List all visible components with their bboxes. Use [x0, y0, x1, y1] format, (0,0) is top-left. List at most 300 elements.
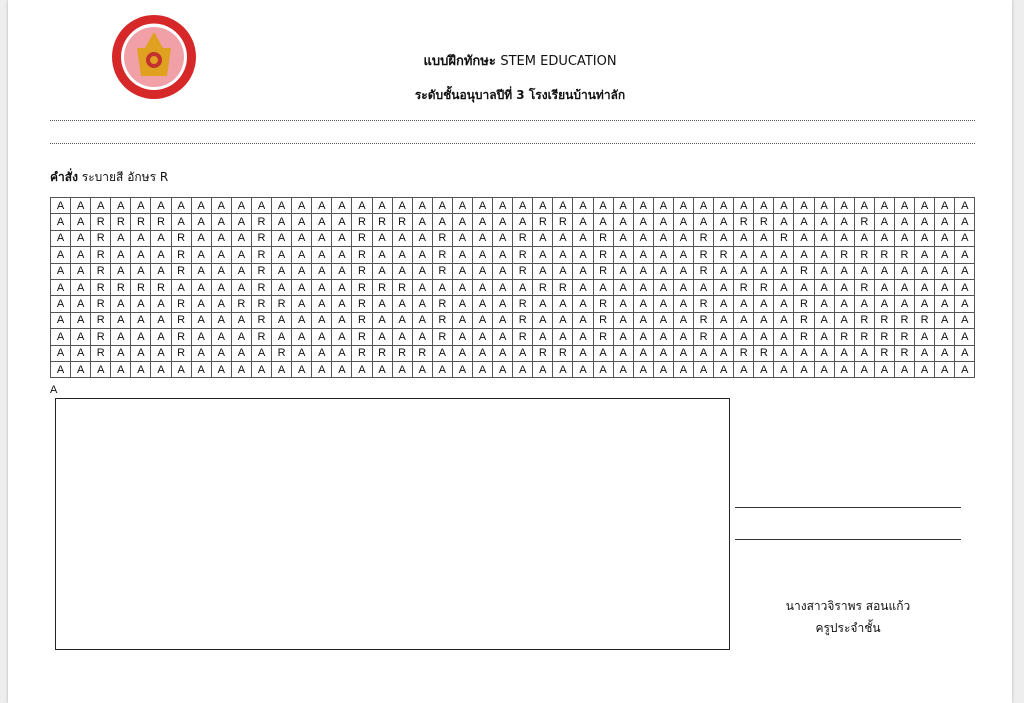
grid-cell[interactable]: A [955, 329, 975, 345]
grid-cell[interactable]: R [694, 230, 714, 246]
grid-cell[interactable]: A [292, 214, 312, 230]
grid-cell[interactable]: R [352, 279, 372, 295]
grid-cell[interactable]: A [935, 230, 955, 246]
grid-cell[interactable]: A [935, 296, 955, 312]
grid-cell[interactable]: A [613, 263, 633, 279]
grid-cell[interactable]: A [312, 214, 332, 230]
grid-cell[interactable]: A [272, 263, 292, 279]
grid-cell[interactable]: A [452, 247, 472, 263]
grid-cell[interactable]: R [432, 230, 452, 246]
grid-cell[interactable]: A [673, 312, 693, 328]
grid-cell[interactable]: A [633, 198, 653, 214]
grid-cell[interactable]: R [251, 329, 271, 345]
grid-cell[interactable]: R [593, 230, 613, 246]
grid-cell[interactable]: A [774, 247, 794, 263]
grid-cell[interactable]: A [292, 198, 312, 214]
grid-cell[interactable]: A [814, 198, 834, 214]
grid-cell[interactable]: A [392, 296, 412, 312]
grid-cell[interactable]: R [513, 312, 533, 328]
grid-cell[interactable]: A [613, 214, 633, 230]
grid-cell[interactable]: A [151, 361, 171, 377]
grid-cell[interactable]: A [312, 312, 332, 328]
grid-cell[interactable]: R [432, 312, 452, 328]
grid-cell[interactable]: A [533, 296, 553, 312]
grid-cell[interactable]: A [51, 263, 71, 279]
grid-cell[interactable]: R [111, 214, 131, 230]
grid-cell[interactable]: A [935, 361, 955, 377]
grid-cell[interactable]: R [251, 247, 271, 263]
grid-cell[interactable]: A [452, 312, 472, 328]
grid-cell[interactable]: A [573, 198, 593, 214]
grid-cell[interactable]: A [191, 296, 211, 312]
grid-cell[interactable]: A [673, 198, 693, 214]
grid-cell[interactable]: A [111, 198, 131, 214]
grid-cell[interactable]: A [915, 230, 935, 246]
grid-cell[interactable]: A [472, 329, 492, 345]
grid-cell[interactable]: A [191, 214, 211, 230]
grid-cell[interactable]: A [874, 230, 894, 246]
grid-cell[interactable]: R [874, 345, 894, 361]
grid-cell[interactable]: R [352, 214, 372, 230]
grid-cell[interactable]: A [171, 361, 191, 377]
grid-cell[interactable]: A [412, 312, 432, 328]
grid-cell[interactable]: A [613, 198, 633, 214]
grid-cell[interactable]: R [251, 296, 271, 312]
grid-cell[interactable]: A [553, 198, 573, 214]
grid-cell[interactable]: A [834, 345, 854, 361]
grid-cell[interactable]: A [955, 296, 975, 312]
grid-cell[interactable]: R [513, 296, 533, 312]
grid-cell[interactable]: R [553, 279, 573, 295]
grid-cell[interactable]: R [171, 230, 191, 246]
grid-cell[interactable]: A [573, 279, 593, 295]
grid-cell[interactable]: A [935, 263, 955, 279]
grid-cell[interactable]: A [472, 312, 492, 328]
grid-cell[interactable]: A [854, 361, 874, 377]
grid-cell[interactable]: A [653, 296, 673, 312]
grid-cell[interactable]: A [633, 329, 653, 345]
grid-cell[interactable]: A [251, 198, 271, 214]
grid-cell[interactable]: A [553, 263, 573, 279]
grid-cell[interactable]: A [694, 279, 714, 295]
grid-cell[interactable]: A [211, 279, 231, 295]
grid-cell[interactable]: A [834, 230, 854, 246]
grid-cell[interactable]: A [332, 263, 352, 279]
grid-cell[interactable]: A [51, 361, 71, 377]
grid-cell[interactable]: R [352, 345, 372, 361]
grid-cell[interactable]: A [231, 345, 251, 361]
grid-cell[interactable]: A [613, 312, 633, 328]
grid-cell[interactable]: A [231, 263, 251, 279]
grid-cell[interactable]: A [51, 312, 71, 328]
grid-cell[interactable]: A [673, 263, 693, 279]
grid-cell[interactable]: A [754, 198, 774, 214]
grid-cell[interactable]: A [874, 361, 894, 377]
grid-cell[interactable]: A [573, 247, 593, 263]
grid-cell[interactable]: R [714, 247, 734, 263]
grid-cell[interactable]: R [915, 312, 935, 328]
grid-cell[interactable]: R [874, 329, 894, 345]
grid-cell[interactable]: A [71, 361, 91, 377]
grid-cell[interactable]: A [613, 361, 633, 377]
grid-cell[interactable]: A [754, 296, 774, 312]
grid-cell[interactable]: A [894, 198, 914, 214]
grid-cell[interactable]: A [573, 263, 593, 279]
grid-cell[interactable]: A [272, 361, 292, 377]
grid-cell[interactable]: A [814, 230, 834, 246]
grid-cell[interactable]: R [593, 263, 613, 279]
grid-cell[interactable]: A [593, 214, 613, 230]
grid-cell[interactable]: A [774, 214, 794, 230]
grid-cell[interactable]: A [894, 230, 914, 246]
grid-cell[interactable]: A [191, 345, 211, 361]
grid-cell[interactable]: R [694, 296, 714, 312]
grid-cell[interactable]: A [593, 361, 613, 377]
grid-cell[interactable]: A [714, 329, 734, 345]
grid-cell[interactable]: A [312, 345, 332, 361]
grid-cell[interactable]: A [834, 198, 854, 214]
grid-cell[interactable]: R [734, 345, 754, 361]
grid-cell[interactable]: A [472, 345, 492, 361]
grid-cell[interactable]: R [251, 312, 271, 328]
grid-cell[interactable]: A [352, 198, 372, 214]
grid-cell[interactable]: R [834, 329, 854, 345]
grid-cell[interactable]: A [191, 279, 211, 295]
grid-cell[interactable]: R [854, 329, 874, 345]
grid-cell[interactable]: A [191, 329, 211, 345]
grid-cell[interactable]: A [111, 329, 131, 345]
grid-cell[interactable]: A [272, 230, 292, 246]
grid-cell[interactable]: A [633, 361, 653, 377]
grid-cell[interactable]: A [714, 361, 734, 377]
grid-cell[interactable]: R [432, 263, 452, 279]
grid-cell[interactable]: A [151, 198, 171, 214]
grid-cell[interactable]: A [533, 361, 553, 377]
grid-cell[interactable]: A [734, 263, 754, 279]
grid-cell[interactable]: A [714, 263, 734, 279]
grid-cell[interactable]: A [472, 247, 492, 263]
grid-cell[interactable]: R [533, 214, 553, 230]
grid-cell[interactable]: A [131, 329, 151, 345]
grid-cell[interactable]: A [734, 247, 754, 263]
grid-cell[interactable]: A [111, 345, 131, 361]
grid-cell[interactable]: A [794, 279, 814, 295]
grid-cell[interactable]: A [694, 214, 714, 230]
grid-cell[interactable]: A [874, 263, 894, 279]
grid-cell[interactable]: A [573, 230, 593, 246]
grid-cell[interactable]: R [251, 230, 271, 246]
grid-cell[interactable]: A [111, 247, 131, 263]
grid-cell[interactable]: A [653, 312, 673, 328]
grid-cell[interactable]: A [71, 214, 91, 230]
grid-cell[interactable]: A [533, 198, 553, 214]
grid-cell[interactable]: A [553, 361, 573, 377]
grid-cell[interactable]: A [794, 198, 814, 214]
grid-cell[interactable]: A [633, 263, 653, 279]
grid-cell[interactable]: R [794, 296, 814, 312]
grid-cell[interactable]: A [533, 230, 553, 246]
grid-cell[interactable]: A [231, 214, 251, 230]
grid-cell[interactable]: A [71, 263, 91, 279]
grid-cell[interactable]: R [553, 345, 573, 361]
grid-cell[interactable]: A [734, 312, 754, 328]
grid-cell[interactable]: R [151, 279, 171, 295]
grid-cell[interactable]: A [231, 230, 251, 246]
grid-cell[interactable]: A [131, 198, 151, 214]
grid-cell[interactable]: A [653, 230, 673, 246]
grid-cell[interactable]: R [754, 279, 774, 295]
grid-cell[interactable]: A [834, 214, 854, 230]
grid-cell[interactable]: A [392, 361, 412, 377]
grid-cell[interactable]: A [513, 361, 533, 377]
grid-cell[interactable]: A [432, 361, 452, 377]
grid-cell[interactable]: A [131, 247, 151, 263]
grid-cell[interactable]: A [915, 329, 935, 345]
grid-cell[interactable]: R [171, 312, 191, 328]
grid-cell[interactable]: A [955, 198, 975, 214]
grid-cell[interactable]: A [211, 263, 231, 279]
grid-cell[interactable]: A [111, 263, 131, 279]
grid-cell[interactable]: R [352, 230, 372, 246]
grid-cell[interactable]: R [171, 329, 191, 345]
grid-cell[interactable]: A [452, 263, 472, 279]
grid-cell[interactable]: A [633, 296, 653, 312]
grid-cell[interactable]: A [653, 263, 673, 279]
grid-cell[interactable]: A [774, 296, 794, 312]
grid-cell[interactable]: R [854, 214, 874, 230]
grid-cell[interactable]: A [814, 312, 834, 328]
grid-cell[interactable]: A [111, 312, 131, 328]
grid-cell[interactable]: R [392, 345, 412, 361]
grid-cell[interactable]: A [292, 312, 312, 328]
grid-cell[interactable]: A [613, 230, 633, 246]
grid-cell[interactable]: A [412, 247, 432, 263]
grid-cell[interactable]: A [915, 214, 935, 230]
grid-cell[interactable]: A [412, 198, 432, 214]
grid-cell[interactable]: R [794, 312, 814, 328]
grid-cell[interactable]: A [694, 345, 714, 361]
grid-cell[interactable]: R [91, 279, 111, 295]
grid-cell[interactable]: A [834, 279, 854, 295]
grid-cell[interactable]: A [191, 247, 211, 263]
grid-cell[interactable]: A [472, 361, 492, 377]
grid-cell[interactable]: R [352, 312, 372, 328]
grid-cell[interactable]: A [191, 312, 211, 328]
grid-cell[interactable]: A [452, 361, 472, 377]
grid-cell[interactable]: A [774, 263, 794, 279]
grid-cell[interactable]: A [71, 279, 91, 295]
grid-cell[interactable]: R [513, 329, 533, 345]
grid-cell[interactable]: A [131, 345, 151, 361]
grid-cell[interactable]: A [553, 230, 573, 246]
grid-cell[interactable]: A [814, 214, 834, 230]
grid-cell[interactable]: A [352, 361, 372, 377]
grid-cell[interactable]: A [51, 296, 71, 312]
grid-cell[interactable]: A [493, 214, 513, 230]
grid-cell[interactable]: A [211, 198, 231, 214]
grid-cell[interactable]: A [673, 345, 693, 361]
grid-cell[interactable]: A [231, 361, 251, 377]
grid-cell[interactable]: A [171, 214, 191, 230]
grid-cell[interactable]: A [332, 230, 352, 246]
grid-cell[interactable]: A [734, 361, 754, 377]
grid-cell[interactable]: A [312, 198, 332, 214]
grid-cell[interactable]: A [211, 230, 231, 246]
grid-cell[interactable]: R [91, 230, 111, 246]
grid-cell[interactable]: R [894, 247, 914, 263]
grid-cell[interactable]: A [71, 198, 91, 214]
grid-cell[interactable]: A [894, 263, 914, 279]
grid-cell[interactable]: A [272, 198, 292, 214]
grid-cell[interactable]: A [191, 198, 211, 214]
grid-cell[interactable]: A [633, 345, 653, 361]
grid-cell[interactable]: R [854, 312, 874, 328]
grid-cell[interactable]: A [131, 361, 151, 377]
grid-cell[interactable]: A [915, 263, 935, 279]
grid-cell[interactable]: A [392, 198, 412, 214]
grid-cell[interactable]: R [513, 263, 533, 279]
grid-cell[interactable]: A [292, 230, 312, 246]
grid-cell[interactable]: R [171, 345, 191, 361]
grid-cell[interactable]: A [211, 214, 231, 230]
grid-cell[interactable]: A [292, 296, 312, 312]
grid-cell[interactable]: R [352, 296, 372, 312]
grid-cell[interactable]: R [251, 214, 271, 230]
grid-cell[interactable]: A [412, 296, 432, 312]
grid-cell[interactable]: A [553, 247, 573, 263]
grid-cell[interactable]: A [211, 312, 231, 328]
grid-cell[interactable]: A [191, 263, 211, 279]
grid-cell[interactable]: A [452, 329, 472, 345]
grid-cell[interactable]: A [211, 361, 231, 377]
grid-cell[interactable]: R [91, 296, 111, 312]
grid-cell[interactable]: A [533, 263, 553, 279]
grid-cell[interactable]: A [131, 312, 151, 328]
grid-cell[interactable]: A [111, 296, 131, 312]
grid-cell[interactable]: A [472, 279, 492, 295]
grid-cell[interactable]: A [191, 230, 211, 246]
grid-cell[interactable]: R [231, 296, 251, 312]
grid-cell[interactable]: A [151, 296, 171, 312]
grid-cell[interactable]: A [513, 279, 533, 295]
grid-cell[interactable]: A [332, 361, 352, 377]
grid-cell[interactable]: A [714, 312, 734, 328]
grid-cell[interactable]: A [272, 214, 292, 230]
grid-cell[interactable]: A [71, 247, 91, 263]
grid-cell[interactable]: A [774, 198, 794, 214]
grid-cell[interactable]: A [734, 296, 754, 312]
grid-cell[interactable]: A [915, 296, 935, 312]
grid-cell[interactable]: A [673, 247, 693, 263]
grid-cell[interactable]: A [734, 230, 754, 246]
grid-cell[interactable]: A [593, 279, 613, 295]
grid-cell[interactable]: A [292, 279, 312, 295]
grid-cell[interactable]: A [955, 230, 975, 246]
grid-cell[interactable]: A [372, 329, 392, 345]
grid-cell[interactable]: R [432, 329, 452, 345]
grid-cell[interactable]: A [915, 279, 935, 295]
grid-cell[interactable]: R [533, 345, 553, 361]
grid-cell[interactable]: A [111, 361, 131, 377]
grid-cell[interactable]: A [915, 198, 935, 214]
grid-cell[interactable]: A [734, 198, 754, 214]
grid-cell[interactable]: R [694, 263, 714, 279]
grid-cell[interactable]: R [894, 345, 914, 361]
grid-cell[interactable]: A [312, 329, 332, 345]
grid-cell[interactable]: A [734, 329, 754, 345]
grid-cell[interactable]: A [432, 279, 452, 295]
grid-cell[interactable]: A [854, 198, 874, 214]
grid-cell[interactable]: A [955, 214, 975, 230]
grid-cell[interactable]: R [272, 296, 292, 312]
grid-cell[interactable]: A [171, 279, 191, 295]
grid-cell[interactable]: A [251, 361, 271, 377]
grid-cell[interactable]: A [493, 198, 513, 214]
grid-cell[interactable]: A [472, 230, 492, 246]
grid-cell[interactable]: A [71, 296, 91, 312]
grid-cell[interactable]: A [814, 263, 834, 279]
grid-cell[interactable]: A [292, 361, 312, 377]
grid-cell[interactable]: A [312, 279, 332, 295]
grid-cell[interactable]: A [633, 279, 653, 295]
grid-cell[interactable]: A [513, 198, 533, 214]
grid-cell[interactable]: A [231, 312, 251, 328]
grid-cell[interactable]: A [955, 312, 975, 328]
grid-cell[interactable]: A [935, 279, 955, 295]
grid-cell[interactable]: A [131, 230, 151, 246]
grid-cell[interactable]: R [151, 214, 171, 230]
grid-cell[interactable]: R [91, 329, 111, 345]
grid-cell[interactable]: A [151, 247, 171, 263]
grid-cell[interactable]: A [894, 214, 914, 230]
grid-cell[interactable]: A [372, 198, 392, 214]
grid-cell[interactable]: A [935, 198, 955, 214]
grid-cell[interactable]: R [352, 329, 372, 345]
grid-cell[interactable]: R [694, 247, 714, 263]
grid-cell[interactable]: A [452, 198, 472, 214]
grid-cell[interactable]: R [894, 329, 914, 345]
grid-cell[interactable]: R [734, 214, 754, 230]
grid-cell[interactable]: A [714, 230, 734, 246]
grid-cell[interactable]: R [352, 247, 372, 263]
grid-cell[interactable]: A [412, 230, 432, 246]
grid-cell[interactable]: A [312, 247, 332, 263]
grid-cell[interactable]: R [854, 279, 874, 295]
grid-cell[interactable]: A [211, 329, 231, 345]
grid-cell[interactable]: A [814, 345, 834, 361]
grid-cell[interactable]: A [573, 361, 593, 377]
grid-cell[interactable]: A [332, 329, 352, 345]
grid-cell[interactable]: A [754, 230, 774, 246]
grid-cell[interactable]: A [332, 247, 352, 263]
grid-cell[interactable]: A [332, 214, 352, 230]
grid-cell[interactable]: A [553, 329, 573, 345]
grid-cell[interactable]: A [412, 279, 432, 295]
grid-cell[interactable]: A [292, 263, 312, 279]
grid-cell[interactable]: A [754, 312, 774, 328]
grid-cell[interactable]: R [272, 345, 292, 361]
grid-cell[interactable]: A [51, 214, 71, 230]
grid-cell[interactable]: A [653, 198, 673, 214]
grid-cell[interactable]: A [51, 279, 71, 295]
grid-cell[interactable]: A [372, 361, 392, 377]
grid-cell[interactable]: R [412, 345, 432, 361]
grid-cell[interactable]: A [673, 214, 693, 230]
grid-cell[interactable]: A [151, 345, 171, 361]
grid-cell[interactable]: R [91, 247, 111, 263]
grid-cell[interactable]: A [131, 296, 151, 312]
grid-cell[interactable]: R [754, 214, 774, 230]
